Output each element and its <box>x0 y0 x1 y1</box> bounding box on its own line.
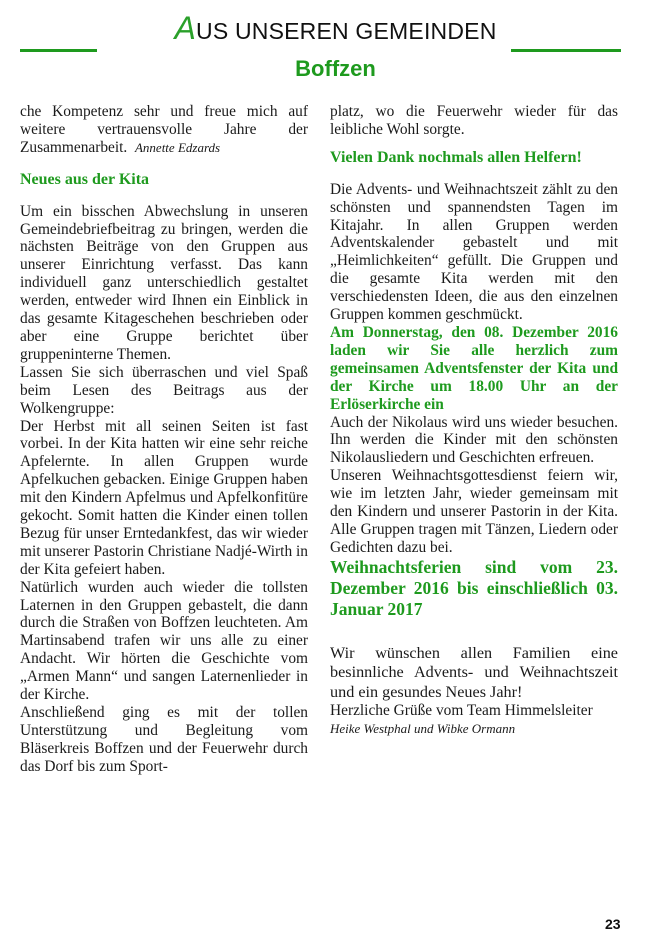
kita-paragraph-4: Natürlich wurden auch wieder die tollsten Laternen in den Gruppen gebastelt, die dann durch die Straßen von Boffzen leuchteten. Am Martinsabend trafen wir uns alle zu einer Andacht. Wir hörten die Geschichte vom „Armen Mann“ und sangen Laternenlieder in der Kirche. <box>20 578 308 704</box>
section-title <box>0 10 671 46</box>
intro-paragraph <box>20 103 308 157</box>
holiday-notice: Weihnachtsferien sind vom 23. Dezember 2016 bis einschließlich 03. Januar 2017 <box>330 556 618 619</box>
kita-paragraph-3: Der Herbst mit all seinen Seiten ist fast vorbei. In der Kita hatten wir eine sehr reiche Apfelernte. In allen Gruppen wurde Apfelkuchen gebacken. Einige Gruppen haben mit den Kindern Apfelmus und Apfelkonfitüre gekocht. Somit hatten die Kinder einen tollen Bezug für unser Erntedankfest, das wir wieder mit unserer Pastorin Christiane Nadjé-Wirth in der Kita gefeiert haben. <box>20 417 308 578</box>
greeting-line: Herzliche Grüße vom Team Himmelsleiter <box>330 702 593 720</box>
section-title-rest: US UNSEREN GEMEINDEN <box>196 18 497 44</box>
left-column <box>20 103 308 776</box>
page-number: 23 <box>605 916 621 932</box>
section-subtitle: Boffzen <box>295 56 376 81</box>
header-rule-left <box>20 49 97 52</box>
advent-paragraph: Die Advents- und Weihnachtszeit zählt zu den schönsten und spannendsten Tagen im Kitajahr. In allen Gruppen werden Adventskalender gebastelt und mit „Heimlichkeiten“ gefüllt. Die Gruppen und die gesamte Kita werden mit den verschiedensten Ideen, die aus den einzelnen Gruppen kommen geschmückt. <box>330 180 618 324</box>
right-column <box>330 103 618 738</box>
intro-text: che Kompetenz sehr und freue mich auf weitere vertrauensvolle Jahre der Zusammenarbeit. <box>20 103 308 156</box>
kita-paragraph-5: Anschließend ging es mit der tollen Unterstützung und Begleitung vom Bläserkreis Boffzen und der Feuerwehr durch das Dorf bis zum Sport- <box>20 704 308 775</box>
nikolaus-paragraph: Auch der Nikolaus wird uns wieder besuchen. Ihn werden die Kinder mit den schönsten Nikolausliedern und Geschichten erfreuen. <box>330 413 618 467</box>
service-paragraph: Unseren Weihnachtsgottesdienst feiern wir, wie im letzten Jahr, wieder gemeinsam mit den Kindern und unserer Pastorin in der Kita. Alle Gruppen tragen mit Tänzen, Liedern oder Gedichten dazu bei. <box>330 467 618 556</box>
signature-line: Heike Westphal und Wibke Ormann <box>330 721 516 737</box>
invitation-text: Am Donnerstag, den 08. Dezember 2016 laden wir Sie alle herzlich zum gemeinsamen Adventsfenster der Kita und der Kirche um 18.00 Uhr an der Erlöserkirche ein <box>330 323 618 413</box>
continuation-paragraph: platz, wo die Feuerwehr wieder für das leibliche Wohl sorgte. <box>330 103 618 138</box>
kita-paragraph-2: Lassen Sie sich überraschen und viel Spaß beim Lesen des Beitrags aus der Wolkengruppe: <box>20 363 308 417</box>
header-rule-right <box>511 49 621 52</box>
kita-paragraph-1: Um ein bisschen Abwechslung in unseren Gemeindebriefbeitrag zu bringen, werden die nächsten Beiträge von den Gruppen aus unserer Einrichtung verfasst. Das kann individuell ganz unterschiedlich gestaltet werden, entweder wird Ihnen ein Einblick in das gesamte Kitageschehen beschrieben oder aber eine Gruppe berichtet über gruppeninterne Themen. <box>20 202 308 363</box>
wishes-paragraph: Wir wünschen allen Familien eine besinnliche Advents- und Weihnachtszeit und ein gesundes Neues Jahr! <box>330 643 618 701</box>
kita-heading: Neues aus der Kita <box>20 170 150 188</box>
intro-signature: Annette Edzards <box>134 139 221 155</box>
thanks-heading: Vielen Dank nochmals allen Helfern! <box>330 148 582 166</box>
section-title-initial: A <box>174 10 197 46</box>
